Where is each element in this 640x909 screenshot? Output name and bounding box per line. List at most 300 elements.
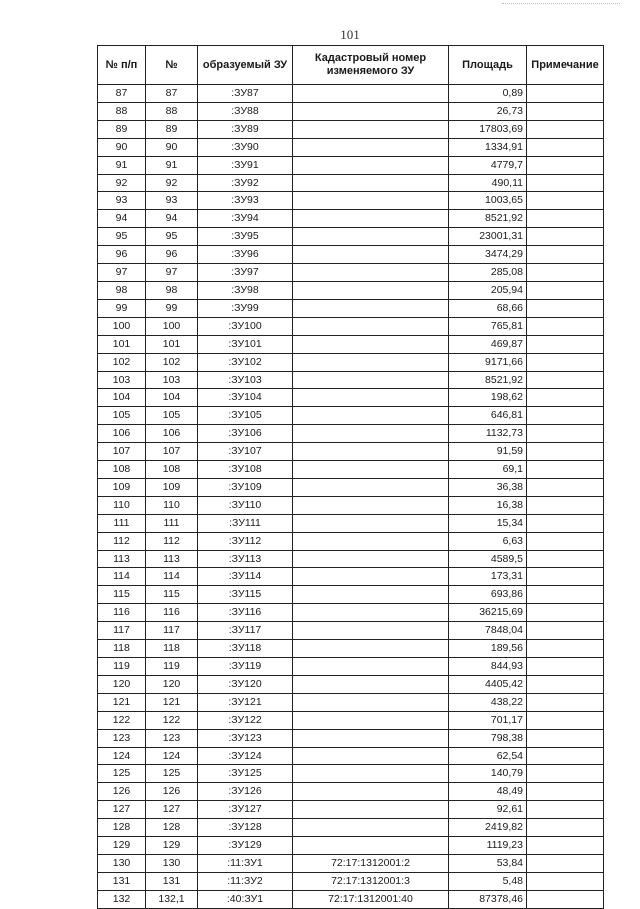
cell-number: 96 <box>146 246 198 264</box>
cell-number: 89 <box>146 120 198 138</box>
table-row <box>98 425 604 443</box>
cell-area: 140,79 <box>449 765 527 783</box>
cell-note <box>527 604 604 622</box>
table-row <box>98 675 604 693</box>
cell-row-index: 130 <box>98 854 146 872</box>
table-row <box>98 729 604 747</box>
cell-cadastral-number <box>293 640 449 658</box>
cell-row-index: 99 <box>98 299 146 317</box>
scan-artifact <box>502 3 620 6</box>
cell-area: 469,87 <box>449 335 527 353</box>
cell-number: 99 <box>146 299 198 317</box>
cell-number: 103 <box>146 371 198 389</box>
header-formed-plot: образуемый ЗУ <box>198 46 293 85</box>
cell-area: 87378,46 <box>449 890 527 908</box>
cell-area: 6,63 <box>449 532 527 550</box>
cell-number: 127 <box>146 801 198 819</box>
cell-note <box>527 729 604 747</box>
cell-note <box>527 890 604 908</box>
table-row <box>98 854 604 872</box>
cell-formed-plot: :ЗУ127 <box>198 801 293 819</box>
table-row <box>98 156 604 174</box>
table-row <box>98 443 604 461</box>
cell-formed-plot: :ЗУ88 <box>198 102 293 120</box>
cell-area: 438,22 <box>449 693 527 711</box>
cell-number: 102 <box>146 353 198 371</box>
cell-cadastral-number <box>293 102 449 120</box>
cell-cadastral-number <box>293 120 449 138</box>
cell-formed-plot: :ЗУ107 <box>198 443 293 461</box>
cell-formed-plot: :ЗУ99 <box>198 299 293 317</box>
cell-number: 114 <box>146 568 198 586</box>
cell-number: 97 <box>146 264 198 282</box>
cell-formed-plot: :ЗУ98 <box>198 281 293 299</box>
table-row <box>98 801 604 819</box>
cell-cadastral-number <box>293 371 449 389</box>
cell-formed-plot: :ЗУ102 <box>198 353 293 371</box>
table-row <box>98 192 604 210</box>
cell-formed-plot: :ЗУ97 <box>198 264 293 282</box>
table-row <box>98 389 604 407</box>
cell-cadastral-number <box>293 443 449 461</box>
table-row <box>98 138 604 156</box>
cell-formed-plot: :11:ЗУ2 <box>198 872 293 890</box>
cell-area: 844,93 <box>449 658 527 676</box>
cell-number: 94 <box>146 210 198 228</box>
cell-area: 48,49 <box>449 783 527 801</box>
cell-note <box>527 102 604 120</box>
cell-area: 68,66 <box>449 299 527 317</box>
cell-formed-plot: :ЗУ112 <box>198 532 293 550</box>
cell-number: 118 <box>146 640 198 658</box>
cell-formed-plot: :ЗУ101 <box>198 335 293 353</box>
cell-row-index: 121 <box>98 693 146 711</box>
cell-cadastral-number <box>293 156 449 174</box>
cell-number: 113 <box>146 550 198 568</box>
cell-formed-plot: :ЗУ120 <box>198 675 293 693</box>
header-cadastral-number: Кадастровый номер изменяемого ЗУ <box>293 46 449 85</box>
cell-row-index: 124 <box>98 747 146 765</box>
cell-row-index: 96 <box>98 246 146 264</box>
cell-row-index: 93 <box>98 192 146 210</box>
cell-note <box>527 281 604 299</box>
cell-area: 2419,82 <box>449 819 527 837</box>
page-number: 101 <box>340 27 360 42</box>
cell-row-index: 94 <box>98 210 146 228</box>
cell-cadastral-number <box>293 658 449 676</box>
cell-area: 16,38 <box>449 496 527 514</box>
cell-note <box>527 353 604 371</box>
cell-cadastral-number <box>293 819 449 837</box>
cell-note <box>527 640 604 658</box>
cell-note <box>527 156 604 174</box>
cell-row-index: 132 <box>98 890 146 908</box>
header-row-index: № п/п <box>98 46 146 85</box>
cell-note <box>527 335 604 353</box>
cell-area: 3474,29 <box>449 246 527 264</box>
cell-area: 798,38 <box>449 729 527 747</box>
cell-number: 130 <box>146 854 198 872</box>
cell-formed-plot: :ЗУ119 <box>198 658 293 676</box>
cell-formed-plot: :ЗУ90 <box>198 138 293 156</box>
cell-number: 125 <box>146 765 198 783</box>
cell-number: 111 <box>146 514 198 532</box>
table-row <box>98 478 604 496</box>
cell-row-index: 122 <box>98 711 146 729</box>
table-row <box>98 550 604 568</box>
table-row <box>98 568 604 586</box>
cell-area: 765,81 <box>449 317 527 335</box>
cell-number: 126 <box>146 783 198 801</box>
cell-formed-plot: :ЗУ100 <box>198 317 293 335</box>
cell-note <box>527 425 604 443</box>
cell-formed-plot: :ЗУ103 <box>198 371 293 389</box>
cell-note <box>527 819 604 837</box>
cell-area: 9171,66 <box>449 353 527 371</box>
cell-cadastral-number <box>293 693 449 711</box>
cell-formed-plot: :ЗУ91 <box>198 156 293 174</box>
cell-number: 106 <box>146 425 198 443</box>
cell-cadastral-number <box>293 514 449 532</box>
cell-note <box>527 478 604 496</box>
table-row <box>98 711 604 729</box>
cell-row-index: 126 <box>98 783 146 801</box>
table-row <box>98 819 604 837</box>
table-row <box>98 586 604 604</box>
cell-area: 5,48 <box>449 872 527 890</box>
cell-cadastral-number <box>293 550 449 568</box>
cell-row-index: 102 <box>98 353 146 371</box>
cell-area: 285,08 <box>449 264 527 282</box>
table-row <box>98 514 604 532</box>
table-row <box>98 85 604 103</box>
table-row <box>98 407 604 425</box>
cell-note <box>527 192 604 210</box>
cell-area: 36,38 <box>449 478 527 496</box>
table-row <box>98 228 604 246</box>
cell-cadastral-number <box>293 461 449 479</box>
cell-row-index: 131 <box>98 872 146 890</box>
cell-note <box>527 854 604 872</box>
cell-note <box>527 711 604 729</box>
cell-number: 123 <box>146 729 198 747</box>
cell-area: 69,1 <box>449 461 527 479</box>
cell-formed-plot: :ЗУ121 <box>198 693 293 711</box>
cell-cadastral-number <box>293 281 449 299</box>
cell-number: 101 <box>146 335 198 353</box>
cell-formed-plot: :ЗУ92 <box>198 174 293 192</box>
cell-area: 1132,73 <box>449 425 527 443</box>
cell-row-index: 123 <box>98 729 146 747</box>
cell-formed-plot: :ЗУ126 <box>198 783 293 801</box>
cell-area: 62,54 <box>449 747 527 765</box>
cell-note <box>527 264 604 282</box>
cell-number: 107 <box>146 443 198 461</box>
cell-note <box>527 568 604 586</box>
cell-number: 128 <box>146 819 198 837</box>
cell-area: 205,94 <box>449 281 527 299</box>
cell-area: 0,89 <box>449 85 527 103</box>
cell-row-index: 114 <box>98 568 146 586</box>
cell-formed-plot: :ЗУ113 <box>198 550 293 568</box>
cell-note <box>527 299 604 317</box>
cell-note <box>527 783 604 801</box>
cell-row-index: 101 <box>98 335 146 353</box>
cell-row-index: 88 <box>98 102 146 120</box>
cell-row-index: 111 <box>98 514 146 532</box>
cell-formed-plot: :ЗУ114 <box>198 568 293 586</box>
cell-note <box>527 210 604 228</box>
cell-cadastral-number <box>293 586 449 604</box>
table-header-row <box>98 46 604 85</box>
table-row <box>98 264 604 282</box>
cell-cadastral-number <box>293 389 449 407</box>
cell-number: 109 <box>146 478 198 496</box>
cell-note <box>527 389 604 407</box>
cell-cadastral-number <box>293 246 449 264</box>
cell-row-index: 119 <box>98 658 146 676</box>
table-row <box>98 353 604 371</box>
cell-cadastral-number <box>293 765 449 783</box>
cell-formed-plot: :ЗУ108 <box>198 461 293 479</box>
cell-note <box>527 765 604 783</box>
cell-number: 90 <box>146 138 198 156</box>
cell-area: 189,56 <box>449 640 527 658</box>
cell-cadastral-number <box>293 747 449 765</box>
cell-cadastral-number <box>293 729 449 747</box>
cell-area: 15,34 <box>449 514 527 532</box>
cell-row-index: 97 <box>98 264 146 282</box>
cell-row-index: 115 <box>98 586 146 604</box>
cell-area: 173,31 <box>449 568 527 586</box>
cell-number: 124 <box>146 747 198 765</box>
table-row <box>98 890 604 908</box>
cell-cadastral-number <box>293 801 449 819</box>
cell-number: 95 <box>146 228 198 246</box>
table-body <box>98 85 604 909</box>
table-row <box>98 371 604 389</box>
header-area: Площадь <box>449 46 527 85</box>
cell-area: 693,86 <box>449 586 527 604</box>
cell-area: 4779,7 <box>449 156 527 174</box>
cell-cadastral-number <box>293 264 449 282</box>
cell-cadastral-number <box>293 425 449 443</box>
cell-cadastral-number: 72:17:1312001:2 <box>293 854 449 872</box>
table-row <box>98 496 604 514</box>
cell-number: 119 <box>146 658 198 676</box>
cell-number: 129 <box>146 837 198 855</box>
cell-formed-plot: :ЗУ105 <box>198 407 293 425</box>
cell-number: 100 <box>146 317 198 335</box>
cell-number: 116 <box>146 604 198 622</box>
cell-note <box>527 872 604 890</box>
cell-cadastral-number <box>293 837 449 855</box>
cell-row-index: 118 <box>98 640 146 658</box>
cell-row-index: 104 <box>98 389 146 407</box>
cell-area: 4589,5 <box>449 550 527 568</box>
cell-area: 198,62 <box>449 389 527 407</box>
cell-number: 117 <box>146 622 198 640</box>
cell-cadastral-number <box>293 353 449 371</box>
cell-row-index: 129 <box>98 837 146 855</box>
table-row <box>98 281 604 299</box>
cell-cadastral-number <box>293 407 449 425</box>
cell-row-index: 117 <box>98 622 146 640</box>
cell-note <box>527 801 604 819</box>
cell-area: 1119,23 <box>449 837 527 855</box>
cell-formed-plot: :11:ЗУ1 <box>198 854 293 872</box>
cell-note <box>527 407 604 425</box>
cell-note <box>527 443 604 461</box>
cell-area: 4405,42 <box>449 675 527 693</box>
cell-row-index: 91 <box>98 156 146 174</box>
cell-formed-plot: :ЗУ122 <box>198 711 293 729</box>
cell-cadastral-number <box>293 192 449 210</box>
table-row <box>98 604 604 622</box>
cell-number: 104 <box>146 389 198 407</box>
cell-note <box>527 228 604 246</box>
cell-number: 115 <box>146 586 198 604</box>
cell-row-index: 113 <box>98 550 146 568</box>
cell-row-index: 109 <box>98 478 146 496</box>
cell-cadastral-number <box>293 711 449 729</box>
cell-cadastral-number <box>293 532 449 550</box>
cell-cadastral-number <box>293 210 449 228</box>
cell-row-index: 110 <box>98 496 146 514</box>
cell-note <box>527 837 604 855</box>
cell-cadastral-number <box>293 568 449 586</box>
cell-note <box>527 675 604 693</box>
cell-area: 701,17 <box>449 711 527 729</box>
cell-note <box>527 461 604 479</box>
cell-formed-plot: :ЗУ87 <box>198 85 293 103</box>
cell-note <box>527 85 604 103</box>
cell-note <box>527 658 604 676</box>
table-row <box>98 783 604 801</box>
cell-note <box>527 120 604 138</box>
cell-note <box>527 174 604 192</box>
table-row <box>98 872 604 890</box>
cell-row-index: 116 <box>98 604 146 622</box>
cell-row-index: 98 <box>98 281 146 299</box>
cell-number: 108 <box>146 461 198 479</box>
cell-row-index: 105 <box>98 407 146 425</box>
cell-number: 98 <box>146 281 198 299</box>
cell-formed-plot: :ЗУ129 <box>198 837 293 855</box>
cell-note <box>527 496 604 514</box>
table-row <box>98 210 604 228</box>
table-row <box>98 174 604 192</box>
cell-row-index: 107 <box>98 443 146 461</box>
cell-number: 131 <box>146 872 198 890</box>
cell-formed-plot: :ЗУ94 <box>198 210 293 228</box>
cell-area: 7848,04 <box>449 622 527 640</box>
table-row <box>98 658 604 676</box>
table-row <box>98 299 604 317</box>
cell-note <box>527 550 604 568</box>
cell-cadastral-number <box>293 317 449 335</box>
cell-area: 53,84 <box>449 854 527 872</box>
cell-cadastral-number <box>293 138 449 156</box>
cell-cadastral-number <box>293 335 449 353</box>
cell-area: 26,73 <box>449 102 527 120</box>
cell-row-index: 87 <box>98 85 146 103</box>
cell-formed-plot: :ЗУ110 <box>198 496 293 514</box>
cell-row-index: 106 <box>98 425 146 443</box>
cell-row-index: 120 <box>98 675 146 693</box>
cell-number: 120 <box>146 675 198 693</box>
cell-row-index: 90 <box>98 138 146 156</box>
cell-cadastral-number: 72:17:1312001:40 <box>293 890 449 908</box>
cell-cadastral-number <box>293 496 449 514</box>
cell-cadastral-number <box>293 675 449 693</box>
cell-note <box>527 317 604 335</box>
cell-cadastral-number <box>293 783 449 801</box>
cell-number: 92 <box>146 174 198 192</box>
table-row <box>98 837 604 855</box>
cell-formed-plot: :ЗУ104 <box>198 389 293 407</box>
cell-number: 132,1 <box>146 890 198 908</box>
table-row <box>98 120 604 138</box>
cell-number: 88 <box>146 102 198 120</box>
cell-row-index: 103 <box>98 371 146 389</box>
cell-row-index: 127 <box>98 801 146 819</box>
cell-row-index: 89 <box>98 120 146 138</box>
cell-cadastral-number <box>293 85 449 103</box>
cell-formed-plot: :ЗУ111 <box>198 514 293 532</box>
cell-area: 490,11 <box>449 174 527 192</box>
cell-number: 105 <box>146 407 198 425</box>
cell-formed-plot: :ЗУ106 <box>198 425 293 443</box>
land-plot-table <box>97 45 604 909</box>
cell-formed-plot: :ЗУ124 <box>198 747 293 765</box>
cell-area: 8521,92 <box>449 210 527 228</box>
cell-note <box>527 693 604 711</box>
cell-formed-plot: :ЗУ123 <box>198 729 293 747</box>
cell-number: 121 <box>146 693 198 711</box>
table-row <box>98 765 604 783</box>
table-row <box>98 693 604 711</box>
header-number: № <box>146 46 198 85</box>
cell-cadastral-number <box>293 604 449 622</box>
cell-row-index: 125 <box>98 765 146 783</box>
cell-formed-plot: :ЗУ128 <box>198 819 293 837</box>
cell-cadastral-number <box>293 174 449 192</box>
cell-note <box>527 514 604 532</box>
table-row <box>98 317 604 335</box>
cell-formed-plot: :ЗУ89 <box>198 120 293 138</box>
cell-number: 91 <box>146 156 198 174</box>
cell-area: 1334,91 <box>449 138 527 156</box>
cell-note <box>527 246 604 264</box>
cell-cadastral-number: 72:17:1312001:3 <box>293 872 449 890</box>
cell-formed-plot: :ЗУ125 <box>198 765 293 783</box>
cell-area: 23001,31 <box>449 228 527 246</box>
cell-note <box>527 371 604 389</box>
cell-cadastral-number <box>293 299 449 317</box>
table-row <box>98 640 604 658</box>
cell-formed-plot: :ЗУ93 <box>198 192 293 210</box>
cell-note <box>527 586 604 604</box>
header-note: Примечание <box>527 46 604 85</box>
cell-formed-plot: :40:ЗУ1 <box>198 890 293 908</box>
cell-area: 8521,92 <box>449 371 527 389</box>
cell-row-index: 95 <box>98 228 146 246</box>
cell-number: 93 <box>146 192 198 210</box>
cell-formed-plot: :ЗУ115 <box>198 586 293 604</box>
cell-area: 646,81 <box>449 407 527 425</box>
cell-cadastral-number <box>293 622 449 640</box>
